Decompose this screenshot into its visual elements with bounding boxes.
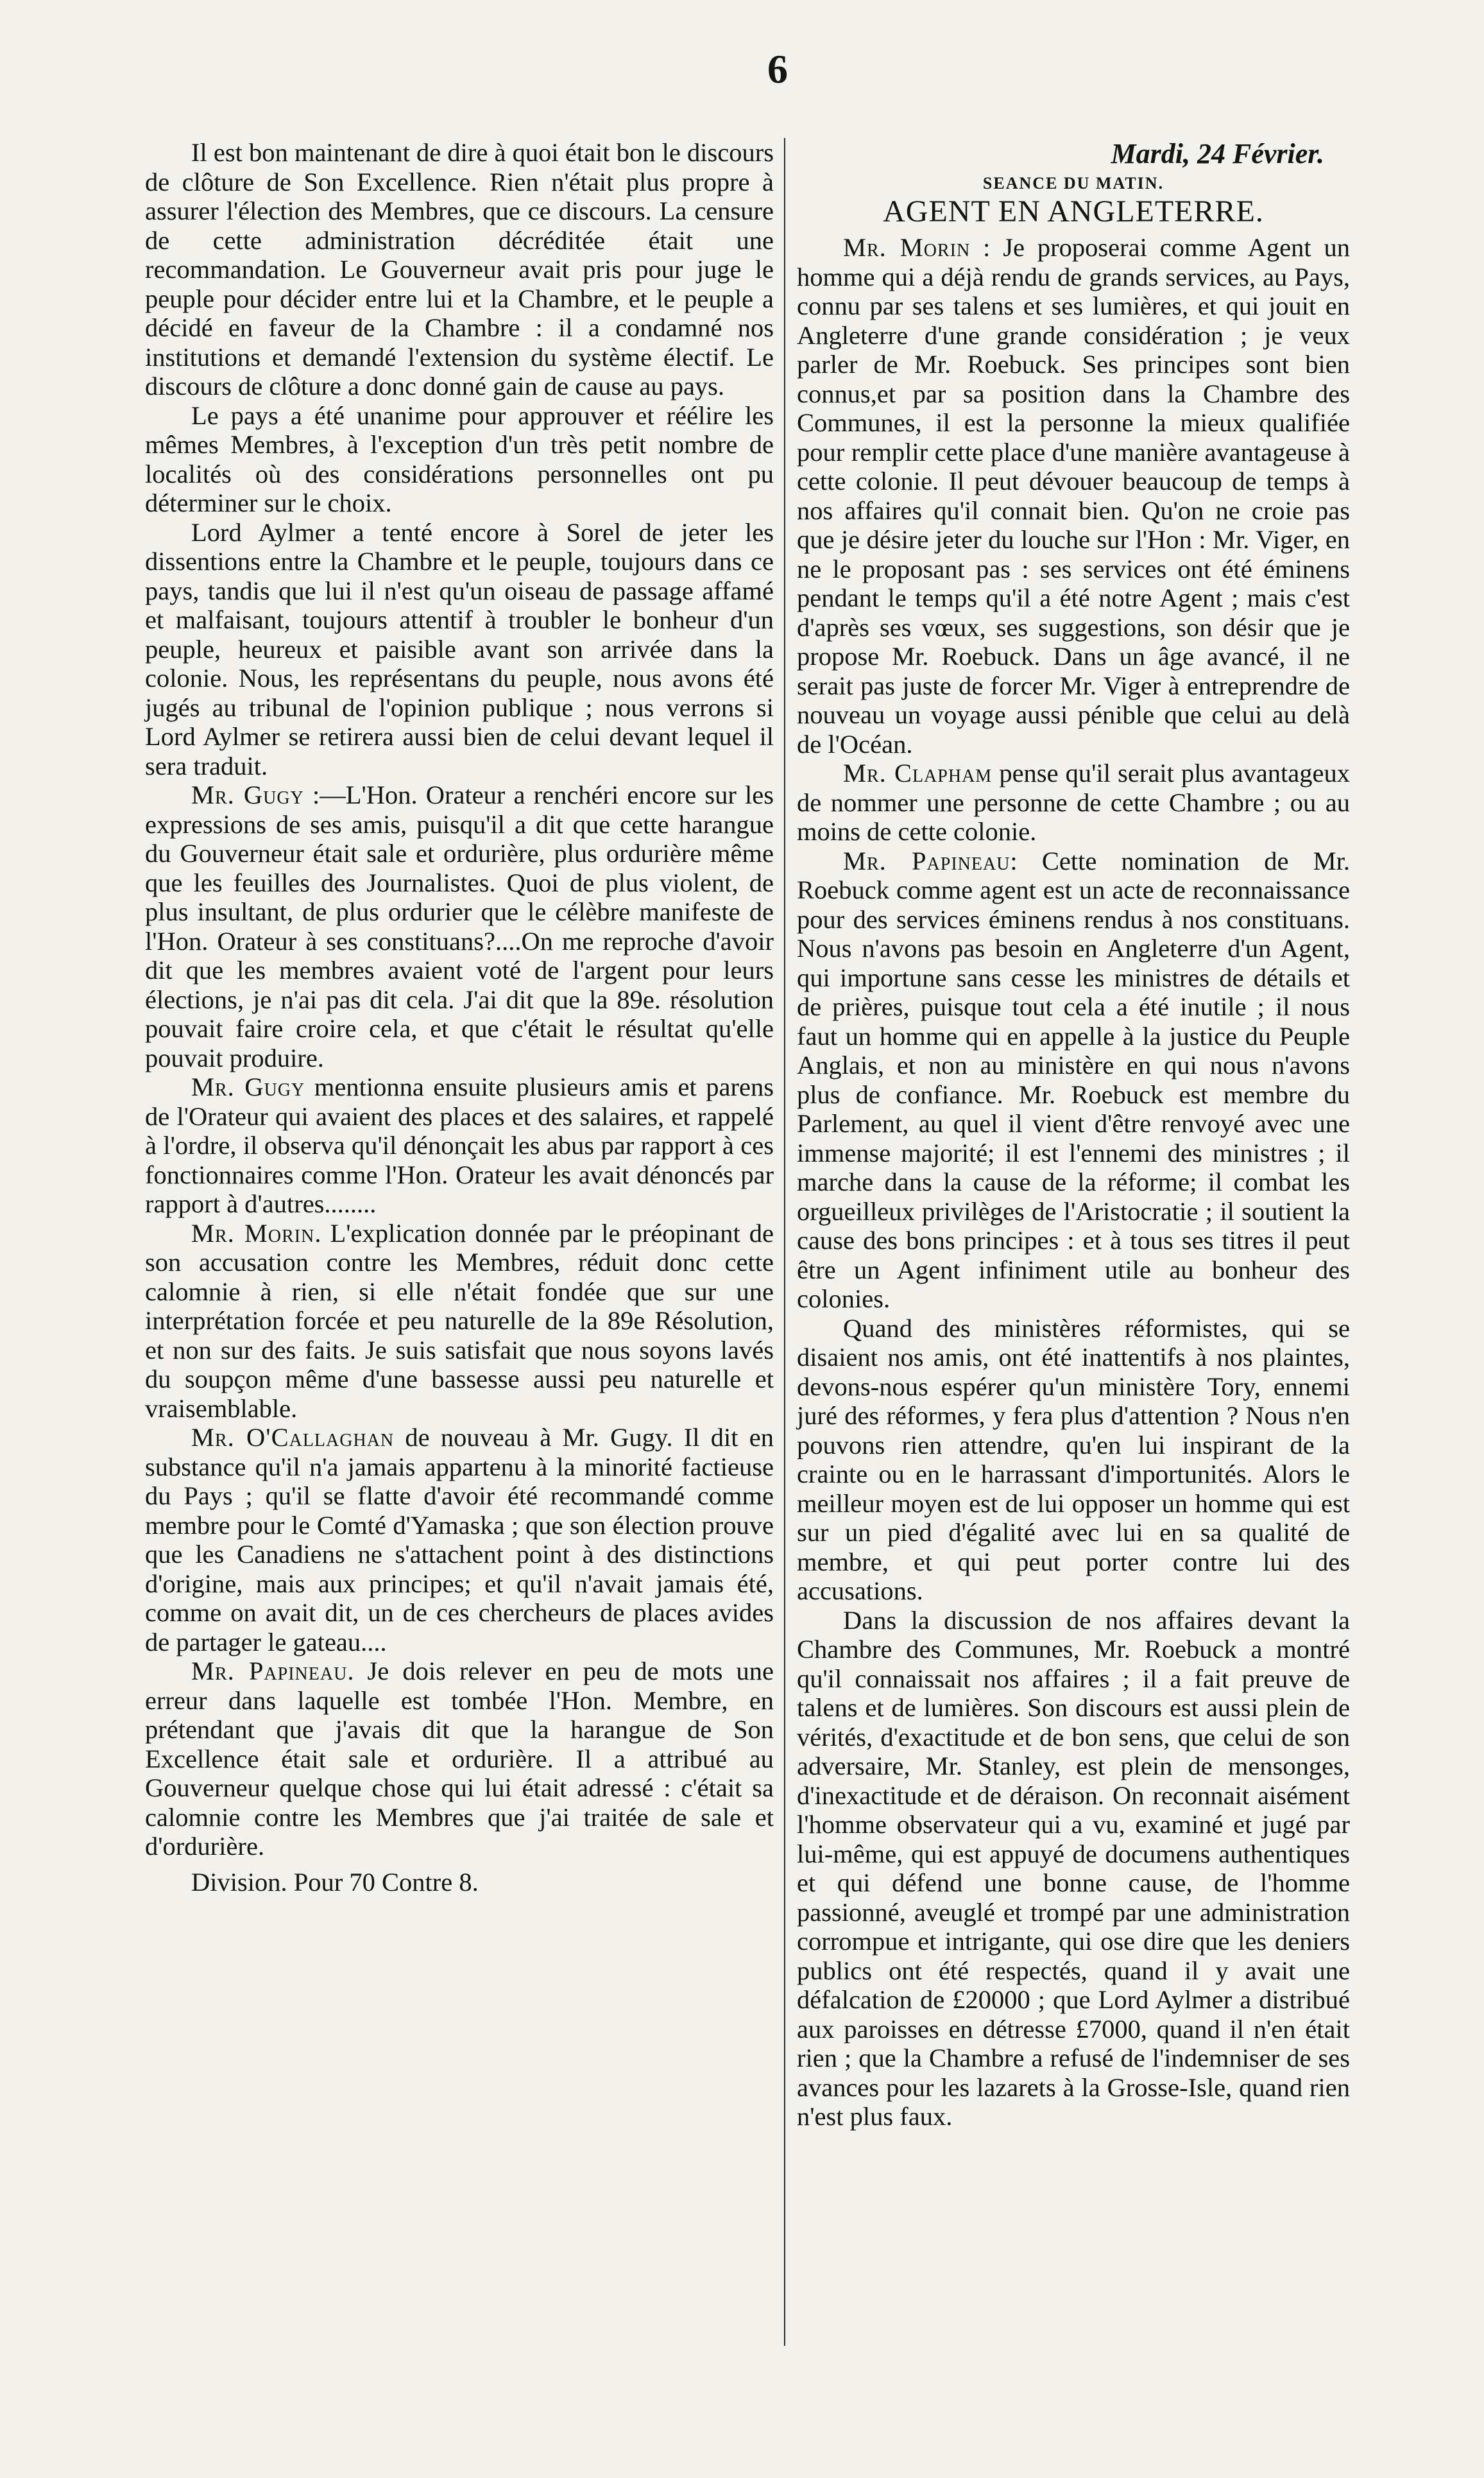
speaker-name: Mr. Papineau: [191, 1656, 348, 1685]
speech-text: :—L'Hon. Orateur a renchéri encore sur les expressions de ses amis, puisqu'il a dit que cette harangue du Gouverneur était sale et ordurière, plus ordurière même que les feuilles des Journalistes. Quoi de plus violent, de plus insultant, de plus ordurier que le célèbre manifeste de l'Hon. Orateur à ses constituans?....On me reproche d'avoir dit que les membres avaient voté de l'argent pour leurs élections, je n'ai pas dit cela. J'ai dit que la 89e. résolution pouvait faire croire cela, et que c'était le résultat qu'elle pouvait produire.: [145, 780, 774, 1072]
paragraph: Lord Aylmer a tenté encore à Sorel de jeter les dissentions entre la Chambre et le peuple, toujours dans ce pays, tandis que lui il n'est qu'un oiseau de passage affamé et malfaisant, toujours attentif à troubler le bonheur d'un peuple, heureux et paisible avant son arrivée dans la colonie. Nous, les représentans du peuple, nous avons été jugés au tribunal de l'opinion publique ; nous verrons si Lord Aylmer se retirera aussi bien de celui devant lequel il sera traduit.: [145, 517, 774, 780]
paragraph: Dans la discussion de nos affaires devant la Chambre des Communes, Mr. Roebuck a montré qu'il connaissait nos affaires ; il a fait preuve de talens et de lumières. Son discours est aussi plein de vérités, d'exactitude et de bon sens, que celui de son adversaire, Mr. Stanley, est plein de mensonges, d'inexactitude et de déraison. On reconnait aisément l'homme observateur qui a vu, examiné et jugé par lui-même, qui est appuyé de documens authentiques et qui défend une bonne cause, de l'homme passionné, aveuglé et trompé par une administration corrompue et intrigante, qui ose dire que les deniers publics ont été respectés, quand il y avait une défalcation de £20000 ; que Lord Aylmer a distribué aux paroisses en détresse £7000, quand il n'en était rien ; que la Chambre a refusé de l'indemniser de ses avances pour les lazarets à la Grosse-Isle, quand rien n'est plus faux.: [797, 1605, 1350, 2131]
speech-text: . L'explication donnée par le préopinant de son accusation contre les Membres, réduit donc cette calomnie à rien, si elle n'était fondée que sur une interprétation forcée et peu naturelle de la 89e Résolution, et non sur des faits. Je suis satisfait que nous soyons lavés du soupçon même d'une bassesse aussi peu naturelle et vraisemblable.: [145, 1218, 774, 1423]
speech-text: de nouveau à Mr. Gugy. Il dit en substance qu'il n'a jamais appartenu à la minorité factieuse du Pays ; qu'il se flatte d'avoir été recommandé comme membre pour le Comté d'Yamaska ; que son élection prouve que les Canadiens ne s'attachent point à des distinctions d'origine, mais aux principes; et qu'il n'avait jamais été, comme on avait dit, un de ces chercheurs de places avides de partager le gateau....: [145, 1423, 774, 1656]
speech-text: mentionna ensuite plusieurs amis et parens de l'Orateur qui avaient des places et des salaires, et rappelé à l'ordre, il observa qu'il dénonçait les abus par rapport à ces fonctionnaires comme l'Hon. Orateur les avait dénoncés par rapport à d'autres........: [145, 1072, 774, 1218]
speech-papineau: [145, 1656, 774, 1861]
speech-gugy: [145, 780, 774, 1072]
date-heading: Mardi, 24 Février.: [1111, 138, 1324, 169]
speech-gugy: [145, 1072, 774, 1219]
right-column: [797, 138, 1350, 2131]
speech-morin: [145, 1219, 774, 1424]
speech-clapham: [797, 759, 1350, 847]
speaker-name: Mr. Gugy: [191, 1072, 305, 1101]
speaker-name: Mr. Morin: [191, 1218, 315, 1248]
speech-morin: [797, 233, 1350, 759]
speaker-name: Mr. Papineau: [843, 846, 1011, 875]
speaker-name: Mr. Morin: [843, 233, 971, 262]
speaker-name: Mr. Clapham: [843, 759, 993, 787]
page-number: 6: [767, 46, 788, 92]
column-divider: [784, 138, 785, 2346]
speaker-name: Mr. O'Callaghan: [191, 1423, 395, 1452]
division-result: Division. Pour 70 Contre 8.: [191, 1867, 479, 1897]
speech-ocallaghan: [145, 1423, 774, 1656]
section-title: AGENT EN ANGLETERRE.: [883, 194, 1264, 228]
speech-papineau: [797, 847, 1350, 1314]
paragraph: Le pays a été unanime pour approuver et réélire les mêmes Membres, à l'exception d'un très petit nombre de localités où des considérations personnelles ont pu déterminer sur le choix.: [145, 400, 774, 517]
speech-text: : Cette nomination de Mr. Roebuck comme agent est un acte de reconnaissance pour des services éminens rendus à nos constituans. Nous n'avons pas besoin en Angleterre d'un Agent, qui importune sans cesse les ministres de détails et de prières, puisque tout cela a été inutile ; il nous faut un homme qui en appelle à la justice du Peuple Anglais, et non au ministère en qui nous n'avons plus de confiance. Mr. Roebuck est membre du Parlement, au quel il vient d'être renvoyé avec une immense majorité; il est l'ennemi des ministres ; il marche dans la cause de la réforme; il combat les orgueilleux privilèges de l'Aristocratie ; il soutient la cause des bons principes : et à tous ses titres il peut être un Agent infiniment utile au bonheur des colonies.: [797, 846, 1351, 1313]
left-column: [145, 138, 774, 1897]
session-heading: SEANCE DU MATIN.: [982, 174, 1164, 193]
paragraph: Il est bon maintenant de dire à quoi était bon le discours de clôture de Son Excellence. Rien n'était plus propre à assurer l'élection des Membres, que ce discours. La censure de cette administration décréditée était une recommandation. Le Gouverneur avait pris pour juge le peuple pour décider entre lui et la Chambre, et le peuple a décidé en faveur de la Chambre : il a condamné nos institutions et demandé l'extension du système électif. Le discours de clôture a donc donné gain de cause au pays.: [145, 138, 774, 400]
speech-text: pense qu'il serait plus avantageux de nommer une personne de cette Chambre ; ou au moins de cette colonie.: [797, 759, 1351, 846]
speech-text: : Je proposerai comme Agent un homme qui a déjà rendu de grands services, au Pays, connu par ses talens et ses lumières, et qui jouit en Angleterre d'une grande considération ; je veux parler de Mr. Roebuck. Ses principes sont bien connus,et par sa position dans la Chambre des Communes, il est la personne la mieux qualifiée pour remplir cette place d'une manière avantageuse à cette colonie. Il peut dévouer beaucoup de temps à nos affaires qu'il connait bien. Qu'on ne croie pas que je désire jeter du louche sur l'Hon : Mr. Viger, en ne le proposant pas : ses services ont été éminens pendant le temps qu'il a été notre Agent ; mais c'est d'après ses vœux, ses suggestions, son désir que je propose Mr. Roebuck. Dans un âge avancé, il ne serait pas juste de forcer Mr. Viger à entreprendre de nouveau un voyage aussi pénible que celui au delà de l'Océan.: [797, 233, 1351, 759]
speech-text: . Je dois relever en peu de mots une erreur dans laquelle est tombée l'Hon. Membre, en prétendant que j'avais dit que la harangue de Son Excellence était sale et ordurière. Il a attribué au Gouverneur quelque chose qui lui était adressé : c'était sa calomnie contre les Membres que j'ai traitée de sale et d'ordurière.: [145, 1656, 774, 1861]
paragraph: Quand des ministères réformistes, qui se disaient nos amis, ont été inattentifs à nos plaintes, devons-nous espérer qu'un ministère Tory, ennemi juré des réformes, y fera plus d'attention ? Nous n'en pouvons rien attendre, qu'en lui inspirant de la crainte ou en le harrassant d'importunités. Alors le meilleur moyen est de lui opposer un homme qui est sur un pied d'égalité avec lui en sa qualité de membre, et qui peut porter contre lui des accusations.: [797, 1313, 1350, 1605]
speaker-name: Mr. Gugy: [191, 780, 304, 809]
